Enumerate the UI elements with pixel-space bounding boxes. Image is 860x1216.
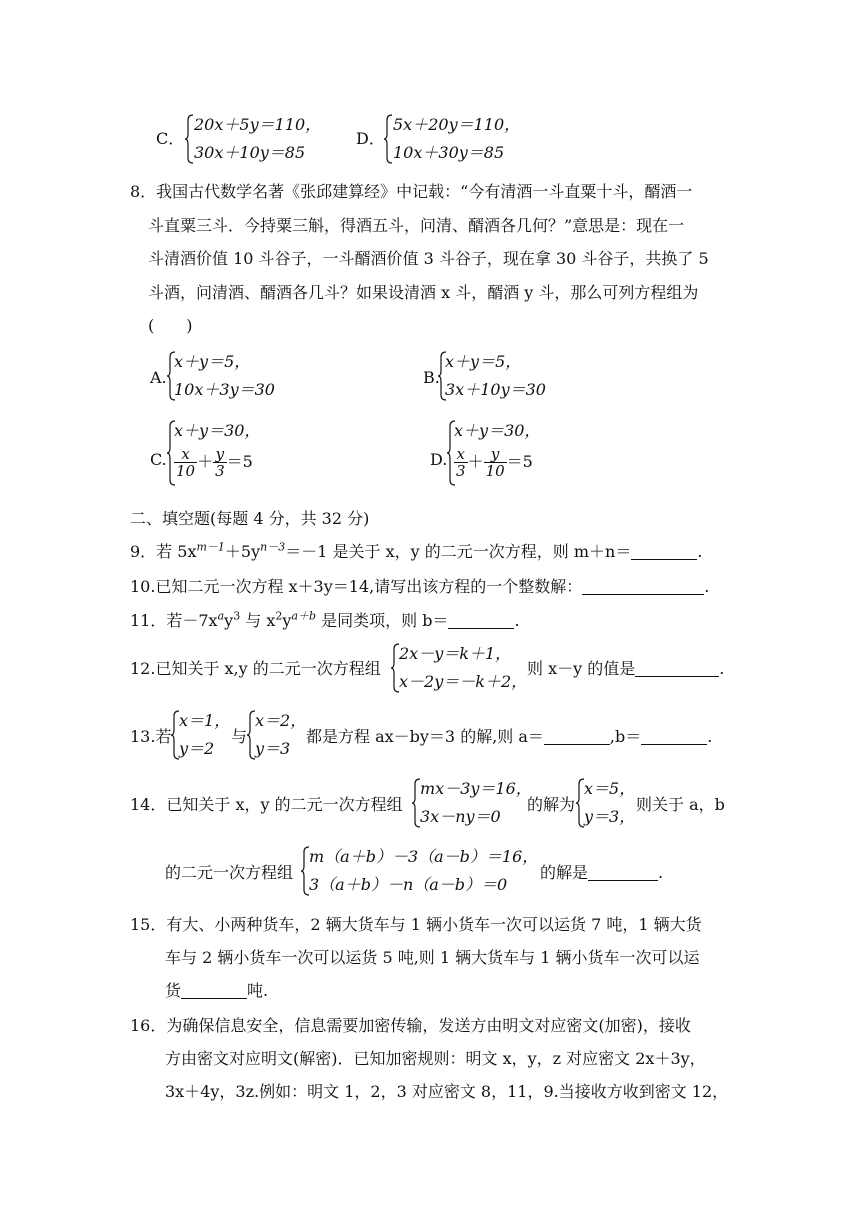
q13-post xyxy=(306,726,712,748)
equation: x＝1， xyxy=(179,711,231,730)
denominator: 10 xyxy=(176,462,196,480)
equation: m（a＋b）－3（a－b）＝16， xyxy=(309,847,539,866)
q13-pre: 13.若 xyxy=(130,727,172,746)
exponent: n－3 xyxy=(260,540,286,554)
equation: 2x－y＝k＋1， xyxy=(399,644,512,663)
q11 xyxy=(130,610,520,632)
equation xyxy=(454,446,540,479)
equation: 10x＋3y＝30 xyxy=(174,380,275,399)
equation: 5x＋20y＝110， xyxy=(393,115,521,134)
q12-pre: 12.已知关于 x,y 的二元一次方程组 xyxy=(130,659,381,678)
q8-line-3: 斗清酒价值 10 斗谷子，一斗醑酒价值 3 斗谷子，现在拿 30 斗谷子，共换了 5 xyxy=(148,249,709,268)
q15-text: 吨. xyxy=(247,981,269,1000)
q14-text: 的解是 xyxy=(540,863,589,882)
equation: x＋y＝30， xyxy=(174,421,261,440)
equation: x＝2， xyxy=(255,711,307,730)
q11-text: y xyxy=(282,611,292,630)
period: . xyxy=(658,863,664,882)
q12-text: 则 x－y 的值是 xyxy=(527,659,636,678)
rhs: ＝5 xyxy=(226,452,253,471)
q8-c-system xyxy=(174,420,260,479)
numerator: x xyxy=(454,446,468,463)
equation: 10x＋30y＝85 xyxy=(393,143,505,162)
equation: x＋y＝5， xyxy=(445,352,522,371)
q8-line-4: 斗酒，问清酒、醑酒各几斗？如果设清酒 x 斗，醑酒 y 斗，那么可列方程组为 xyxy=(148,283,699,302)
q9-text: ＋5y xyxy=(224,542,261,561)
q14-system-3 xyxy=(309,846,538,896)
q12-system xyxy=(399,643,527,693)
answer-blank[interactable] xyxy=(588,864,658,881)
q7-c-brace xyxy=(184,114,194,164)
fraction xyxy=(174,446,197,479)
q11-text: 11．若－7x xyxy=(130,611,218,630)
q15-text: 货 xyxy=(165,981,182,1000)
q8-option-c-label: C. xyxy=(150,450,167,469)
answer-blank[interactable] xyxy=(582,578,704,595)
denominator: 10 xyxy=(485,462,505,480)
q9-text: 9．若 5x xyxy=(130,542,197,561)
equation: 30x＋10y＝85 xyxy=(194,143,306,162)
q7-option-d-label: D． xyxy=(356,129,385,148)
q8-d-system xyxy=(454,420,540,479)
q16-line-1: 16．为确保信息安全，信息需要加密传输，发送方由明文对应密文(加密)，接收 xyxy=(130,1016,691,1035)
denominator: 3 xyxy=(456,462,466,480)
q9-text: ＝－1 是关于 x，y 的二元一次方程，则 m＋n＝ xyxy=(285,542,632,561)
q15-line-3 xyxy=(165,980,268,1002)
q14-mid: 的解为 xyxy=(527,795,576,814)
fraction xyxy=(454,446,468,479)
q13-text: ,b＝ xyxy=(609,727,642,746)
fraction xyxy=(213,446,227,479)
equation: x＝5， xyxy=(584,779,636,798)
q8-option-a-label: A. xyxy=(150,368,167,387)
answer-blank[interactable] xyxy=(448,612,514,629)
period: . xyxy=(514,611,520,630)
answer-blank[interactable] xyxy=(635,660,719,677)
equation: y＝3， xyxy=(584,807,636,826)
q8-line-1: 8．我国古代数学名著《张邱建算经》中记载：“今有清酒一斗直粟十斗，醑酒一 xyxy=(130,182,693,201)
equation: mx－3y＝16， xyxy=(420,779,532,798)
q9 xyxy=(130,541,702,563)
numerator: y xyxy=(213,446,227,463)
q14-pre: 14．已知关于 x，y 的二元一次方程组 xyxy=(130,795,403,814)
equation: 3x＋10y＝30 xyxy=(445,380,546,399)
q7-d-brace xyxy=(383,114,393,164)
period: . xyxy=(707,727,713,746)
q16-line-2: 方由密文对应明文(解密)．已知加密规则：明文 x，y，z 对应密文 2x＋3y， xyxy=(165,1049,706,1068)
q15-line-2: 车与 2 辆小货车一次可以运货 5 吨,则 1 辆大货车与 1 辆小货车一次可以运 xyxy=(165,948,700,967)
q13-mid: 与 xyxy=(231,727,248,746)
equation xyxy=(174,446,260,479)
section-title: 二、填空题(每题 4 分，共 32 分) xyxy=(130,509,370,528)
exponent: m－1 xyxy=(196,540,225,554)
answer-blank-a[interactable] xyxy=(544,728,610,745)
exponent: 3 xyxy=(233,609,241,623)
period: . xyxy=(697,542,703,561)
period: . xyxy=(704,577,710,596)
q14-system-1 xyxy=(420,778,532,828)
q8-line-2: 斗直粟三斗．今持粟三斛，得酒五斗，问清、醑酒各几何？”意思是：现在一 xyxy=(148,216,685,235)
exponent: a＋b xyxy=(291,609,317,623)
q7-c-system xyxy=(194,114,321,164)
plus-sign: ＋ xyxy=(467,452,484,471)
equation: x－2y＝－k＋2， xyxy=(399,672,528,691)
q13-system-2 xyxy=(255,710,306,760)
q14-system-2 xyxy=(584,778,635,828)
numerator: y xyxy=(484,446,507,463)
q8-answer-paren: ( ) xyxy=(148,316,193,335)
q14-pre2: 的二元一次方程组 xyxy=(165,863,294,882)
q15-line-1: 15．有大、小两种货车，2 辆大货车与 1 辆小货车一次可以运货 7 吨，1 辆大货 xyxy=(130,915,702,934)
q16-line-3: 3x＋4y，3z.例如：明文 1，2，3 对应密文 8，11，9.当接收方收到密文 12， xyxy=(165,1082,729,1101)
equation: 3x－ny＝0 xyxy=(420,807,501,826)
numerator: x xyxy=(174,446,197,463)
q10 xyxy=(130,576,709,598)
q8-option-b-label: B. xyxy=(423,368,440,387)
plus-sign: ＋ xyxy=(197,452,214,471)
equation: y＝3 xyxy=(255,739,291,758)
equation: y＝2 xyxy=(179,739,215,758)
q10-text: 10.已知二元一次方程 x＋3y＝14,请写出该方程的一个整数解： xyxy=(130,577,583,596)
q11-text: 是同类项，则 b＝ xyxy=(316,611,449,630)
fraction xyxy=(484,446,507,479)
q8-b-system xyxy=(445,351,546,401)
q7-option-c-label: C． xyxy=(156,129,185,148)
q11-text: 与 x xyxy=(240,611,276,630)
equation: 3（a＋b）－n（a－b）＝0 xyxy=(309,875,508,894)
q13-text: 都是方程 ax－by＝3 的解,则 a＝ xyxy=(306,727,544,746)
equation: x＋y＝30， xyxy=(454,421,541,440)
answer-blank-b[interactable] xyxy=(641,728,707,745)
q14-post: 则关于 a，b xyxy=(636,795,725,814)
rhs: ＝5 xyxy=(506,452,533,471)
q8-option-d-label: D. xyxy=(430,450,448,469)
equation: x＋y＝5， xyxy=(174,352,251,371)
equation: 20x＋5y＝110， xyxy=(194,115,322,134)
denominator: 3 xyxy=(215,462,225,480)
exponent: a xyxy=(217,609,225,623)
answer-blank[interactable] xyxy=(631,543,697,560)
period: . xyxy=(719,659,725,678)
q7-d-system xyxy=(393,114,520,164)
answer-blank[interactable] xyxy=(181,982,247,999)
exponent: 2 xyxy=(275,609,283,623)
q8-a-system xyxy=(174,351,275,401)
q12-post xyxy=(527,658,724,680)
q13-system-1 xyxy=(179,710,230,760)
q14-post2 xyxy=(540,862,663,884)
q11-text: y xyxy=(224,611,234,630)
